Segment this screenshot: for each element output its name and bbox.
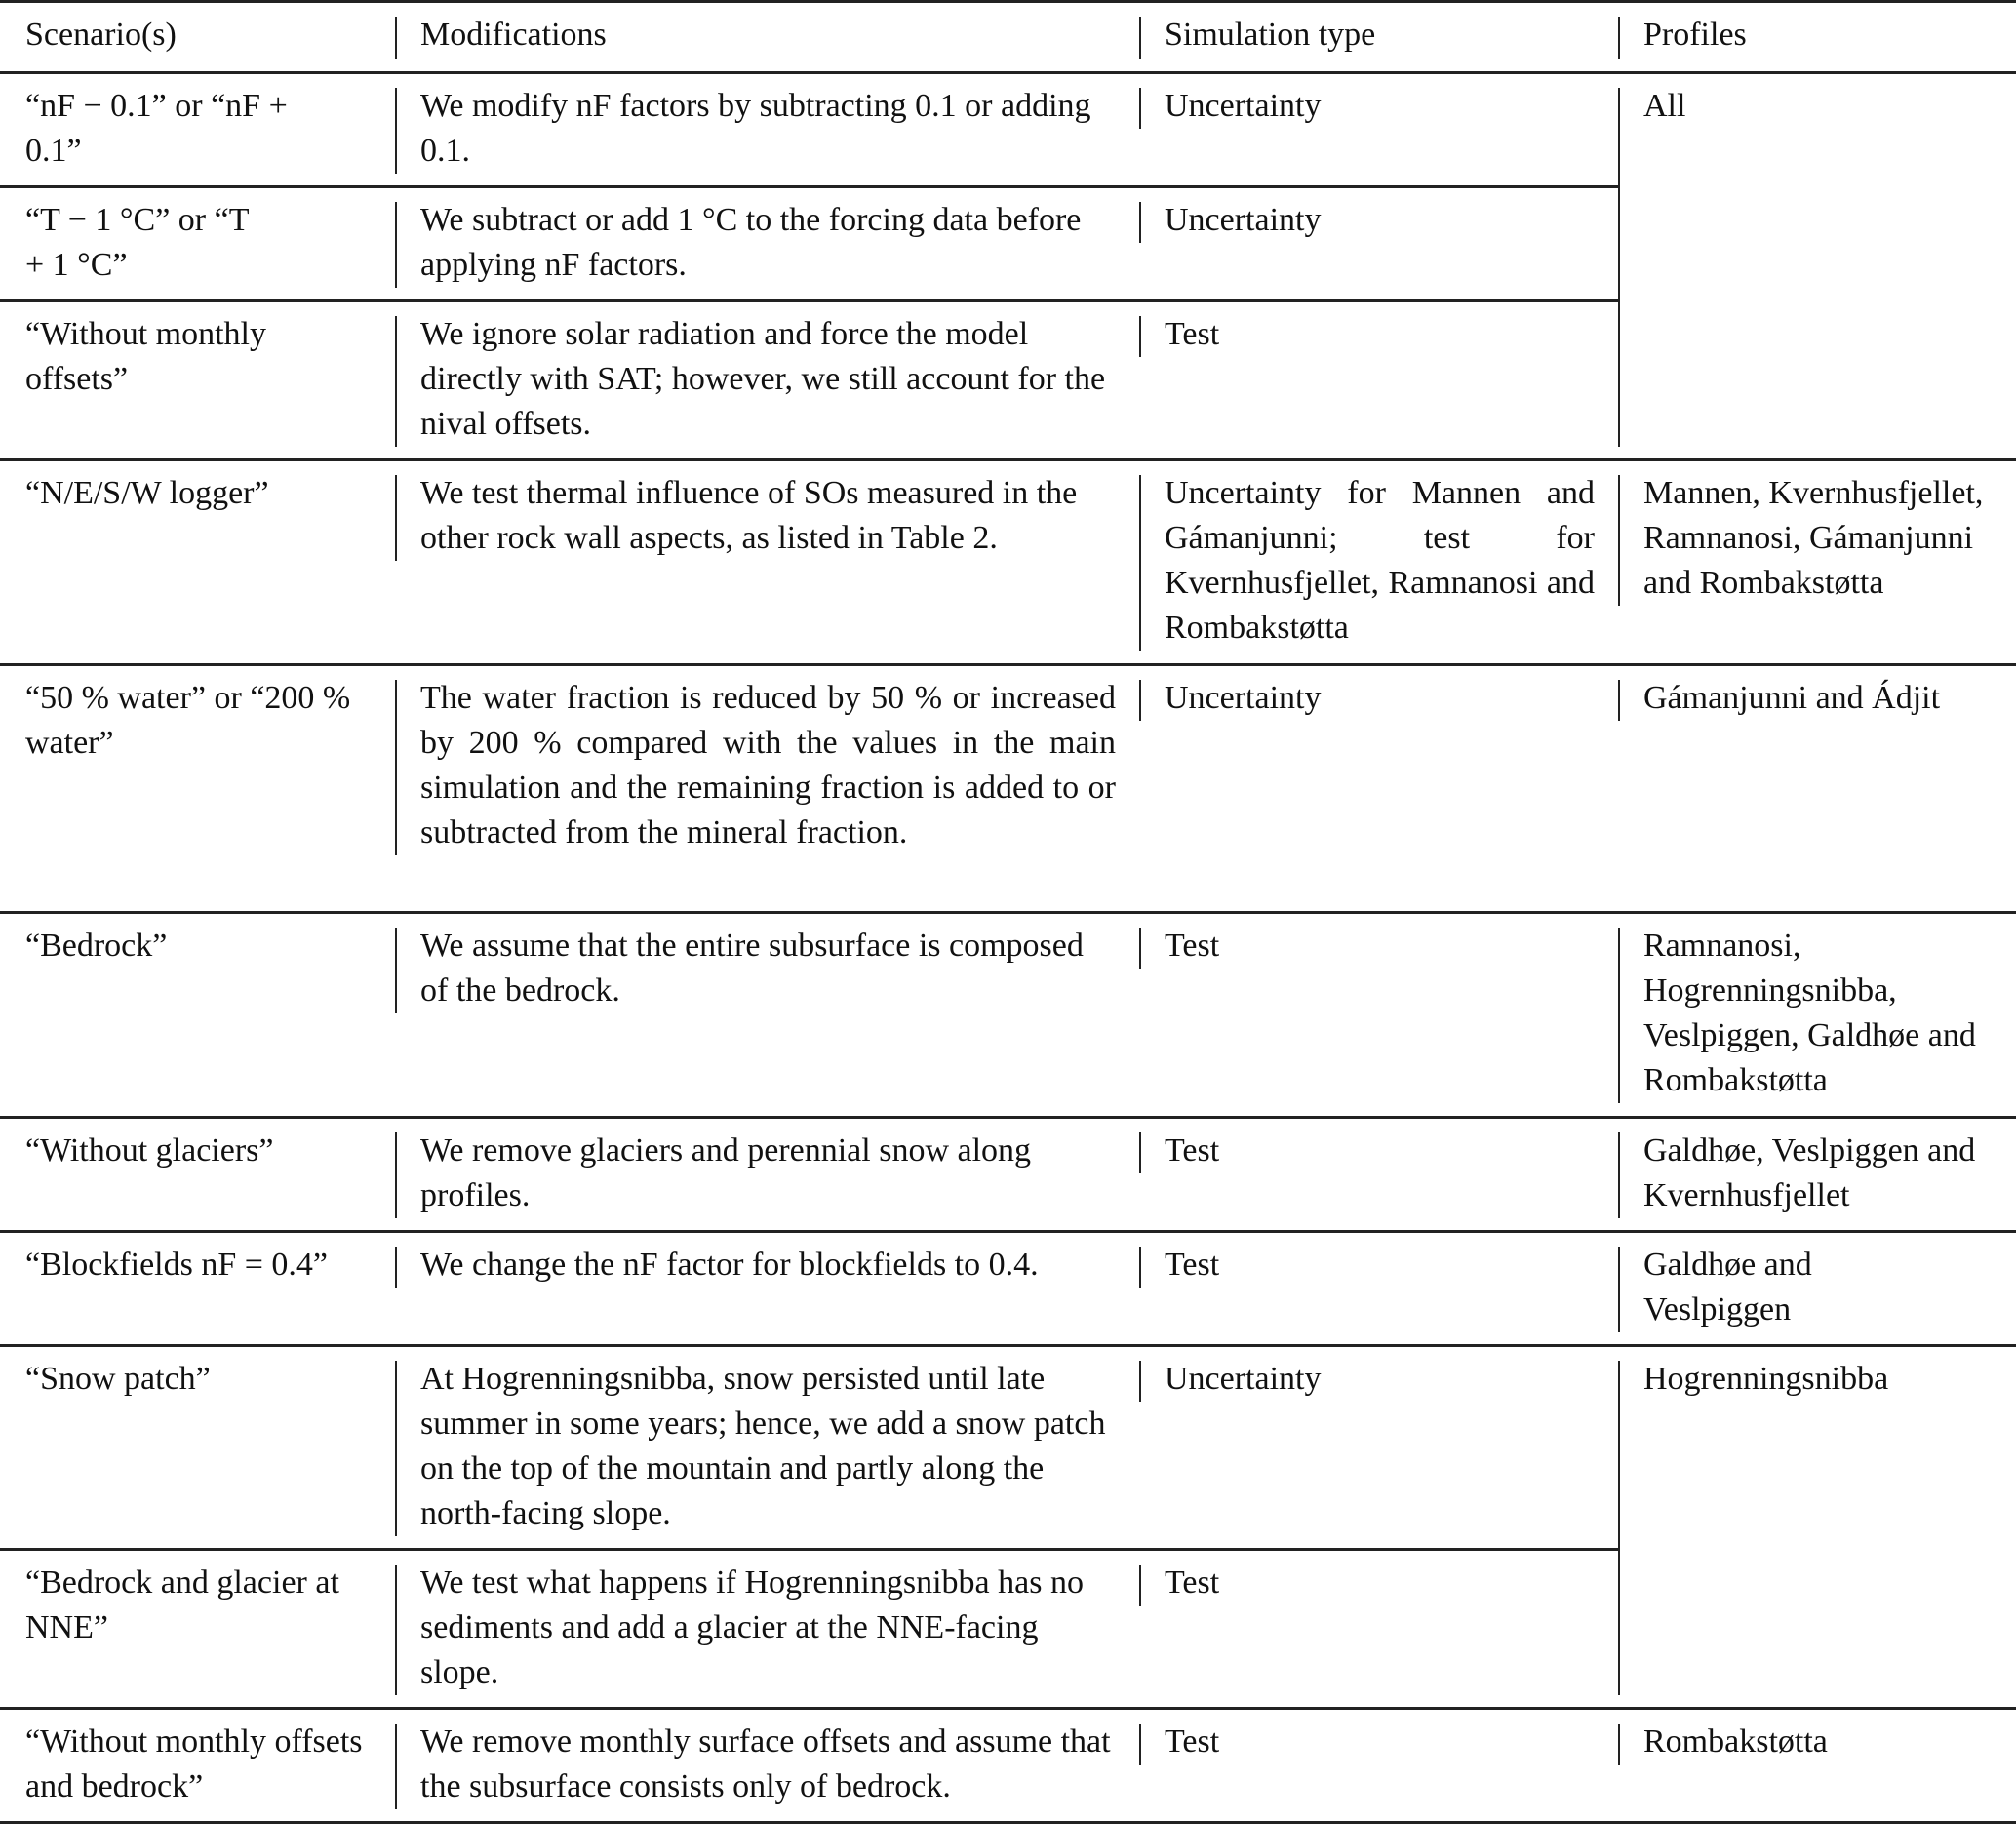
scenario-text: “Without monthly offsets” (25, 316, 266, 397)
table-row (0, 1118, 2016, 1232)
scenario-cell (0, 913, 395, 1118)
scenario-cell (0, 1550, 395, 1709)
table-header-row (0, 2, 2016, 73)
scenario-cell (0, 1709, 395, 1823)
modification-cell (395, 1232, 1139, 1346)
modification-cell (395, 913, 1139, 1118)
profiles-cell (1618, 665, 2016, 913)
scenario-text: “N/E/S/W logger” (25, 475, 269, 511)
simulation-type-cell (1139, 460, 1618, 665)
header-simulation-type-label: Simulation type (1139, 3, 1618, 71)
modification-cell (395, 1118, 1139, 1232)
modification-cell (395, 73, 1139, 187)
profiles-cell (1618, 1232, 2016, 1346)
scenario-text: “50 % water” or “200 % water” (25, 680, 351, 761)
scenario-cell (0, 1346, 395, 1550)
scenario-cell (0, 187, 395, 301)
simulation-type-cell (1139, 913, 1618, 1118)
profiles-cell (1618, 1709, 2016, 1823)
scenario-cell (0, 1118, 395, 1232)
simulation-type-cell (1139, 665, 1618, 913)
modification-text: We ignore solar radiation and force the model directly with SAT; however, we still account for the nival offsets. (395, 302, 1139, 458)
header-modifications (395, 2, 1139, 73)
table-row (0, 913, 2016, 1118)
profiles-text: All (1643, 88, 1686, 124)
table-row (0, 665, 2016, 913)
header-profiles (1618, 2, 2016, 73)
scenario-cell (0, 1232, 395, 1346)
simulation-type-text: Uncertainty (1139, 1347, 1618, 1413)
simulation-type-text: Uncertainty (1139, 188, 1618, 255)
simulation-type-cell (1139, 1550, 1618, 1709)
profiles-text: Rombakstøtta (1618, 1710, 2016, 1776)
table-row (0, 1346, 2016, 1550)
table-row (0, 73, 2016, 187)
profiles-text: Galdhøe, Veslpiggen and Kvernhusfjellet (1618, 1119, 2016, 1230)
modification-text: The water fraction is reduced by 50 % or increased by 200 % compared with the values in the main simulation and the remaining fraction is added to or subtracted from the mineral fraction. (395, 666, 1139, 867)
modification-cell (395, 1709, 1139, 1823)
profiles-cell (1618, 913, 2016, 1118)
header-scenarios (0, 2, 395, 73)
simulation-type-text: Test (1139, 914, 1618, 980)
scenario-cell (0, 665, 395, 913)
scenario-text: “Snow patch” (25, 1361, 211, 1397)
modification-text: We test thermal influence of SOs measured in the other rock wall aspects, as listed in Table 2. (395, 461, 1139, 573)
table-row (0, 460, 2016, 665)
scenario-text: “Bedrock and glacier at NNE” (25, 1565, 339, 1646)
simulation-type-text: Test (1139, 1551, 1618, 1617)
simulation-type-text: Test (1139, 1233, 1618, 1299)
modification-text: We assume that the entire subsurface is composed of the bedrock. (395, 914, 1139, 1025)
simulation-type-text: Uncertainty (1139, 74, 1618, 140)
profiles-cell (1618, 73, 2016, 460)
scenario-text: “Blockfields nF = 0.4” (25, 1247, 329, 1283)
simulation-type-cell (1139, 1118, 1618, 1232)
simulation-type-text: Test (1139, 302, 1618, 369)
simulation-type-text: Uncertainty (1139, 666, 1618, 733)
modification-text: At Hogrenningsnibba, snow persisted until late summer in some years; hence, we add a snow patch on the top of the mountain and partly along the north-facing slope. (395, 1347, 1139, 1548)
scenario-text: “Without glaciers” (25, 1132, 274, 1169)
profiles-text: Gámanjunni and Ádjit (1618, 666, 2016, 733)
profiles-text: Mannen, Kvernhusfjellet, Ramnanosi, Gámanjunni and Rombakstøtta (1618, 461, 2016, 617)
modification-cell (395, 665, 1139, 913)
simulation-type-cell (1139, 1346, 1618, 1550)
profiles-cell (1618, 1118, 2016, 1232)
scenario-cell (0, 73, 395, 187)
header-simulation-type (1139, 2, 1618, 73)
modification-cell (395, 1550, 1139, 1709)
modification-cell (395, 460, 1139, 665)
profiles-text: Galdhøe and Veslpiggen (1618, 1233, 1911, 1344)
scenario-text: “nF − 0.1” or “nF + 0.1” (25, 88, 288, 169)
header-scenarios-label: Scenario(s) (25, 17, 177, 53)
scenario-text: “T − 1 °C” or “T + 1 °C” (25, 202, 249, 283)
modification-text: We remove glaciers and perennial snow along profiles. (395, 1119, 1139, 1230)
modification-text: We change the nF factor for blockfields to 0.4. (395, 1233, 1139, 1299)
modification-text: We remove monthly surface offsets and assume that the subsurface consists only of bedrock. (395, 1710, 1139, 1821)
header-profiles-label: Profiles (1618, 3, 2016, 71)
table-row (0, 1709, 2016, 1823)
modification-cell (395, 301, 1139, 460)
modification-cell (395, 1346, 1139, 1550)
scenario-text: “Without monthly offsets and bedrock” (25, 1724, 363, 1804)
simulation-type-cell (1139, 73, 1618, 187)
modification-cell (395, 187, 1139, 301)
simulation-type-text: Test (1139, 1119, 1618, 1185)
profiles-text: Hogrenningsnibba (1643, 1361, 1889, 1397)
modification-text: We subtract or add 1 °C to the forcing data before applying nF factors. (395, 188, 1139, 299)
profiles-text: Ramnanosi, Hogrenningsnibba, Veslpiggen, Galdhøe and Rombakstøtta (1618, 914, 2016, 1115)
simulation-type-cell (1139, 187, 1618, 301)
scenario-cell (0, 460, 395, 665)
scenario-cell (0, 301, 395, 460)
simulation-type-cell (1139, 301, 1618, 460)
header-modifications-label: Modifications (395, 3, 1139, 71)
profiles-cell (1618, 1346, 2016, 1709)
simulation-type-cell (1139, 1232, 1618, 1346)
profiles-cell (1618, 460, 2016, 665)
column-divider (1618, 1361, 1620, 1695)
simulation-type-text: Uncertainty for Mannen and Gámanjunni; test for Kvernhusfjellet, Ramnanosi and Rombakstøtta (1139, 461, 1618, 662)
column-divider (1618, 88, 1620, 447)
table-row (0, 1232, 2016, 1346)
modification-text: We test what happens if Hogrenningsnibba has no sediments and add a glacier at the NNE-facing slope. (395, 1551, 1139, 1707)
simulation-type-cell (1139, 1709, 1618, 1823)
simulation-type-text: Test (1139, 1710, 1618, 1776)
scenario-text: “Bedrock” (25, 928, 168, 964)
modification-text: We modify nF factors by subtracting 0.1 or adding 0.1. (395, 74, 1139, 185)
